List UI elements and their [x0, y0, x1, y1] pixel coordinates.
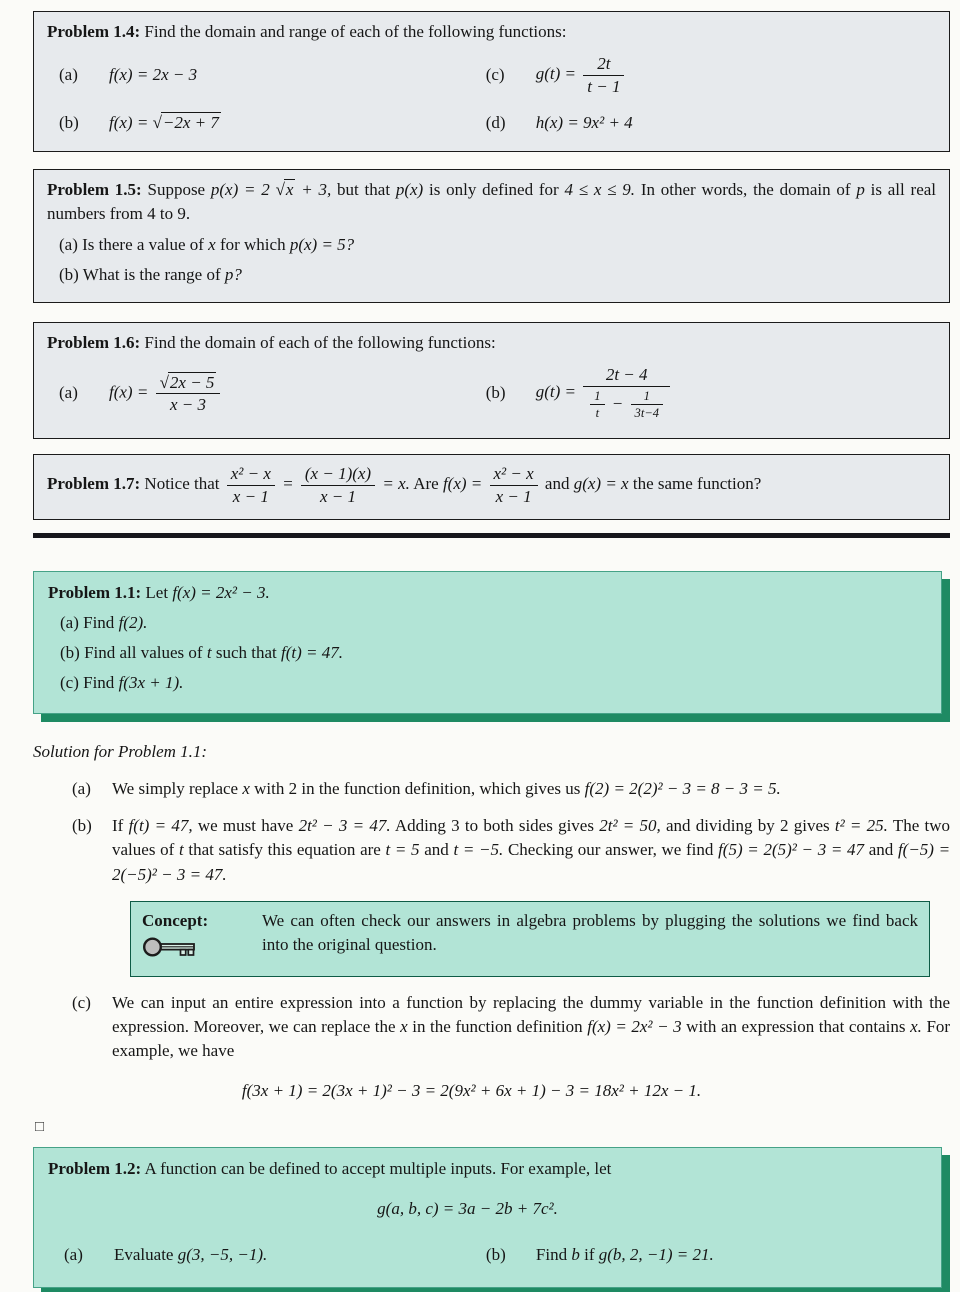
- item-text: Find all values of t such that f(t) = 47.: [84, 642, 343, 662]
- part-label: (c): [72, 992, 91, 1012]
- problem-1-2-item-a: [48, 1243, 470, 1267]
- problem-1-4-box: [33, 11, 950, 152]
- solution-equation: f(3x + 1) = 2(3x + 1)² − 3 = 2(9x² + 6x + 1) − 3 = 18x² + 12x − 1.: [241, 1081, 702, 1101]
- problem-1-2-header: [48, 1157, 927, 1181]
- item-math: h(x) = 9x² + 4: [535, 113, 633, 133]
- item-math: f(x) = 2x − 3: [109, 65, 198, 85]
- item-text: Find b if g(b, 2, −1) = 21.: [535, 1244, 714, 1264]
- item-text: Find f(3x + 1).: [83, 672, 184, 692]
- problem-1-2-items: [48, 1235, 927, 1275]
- part-text: We simply replace x with 2 in the function definition, which gives us f(2) = 2(2)² − 3 = 8 − 3 = 5.: [112, 779, 781, 799]
- item-text: What is the range of p?: [82, 264, 242, 284]
- problem-1-1-item-b: [48, 641, 927, 665]
- concept-label: Concept:: [142, 910, 209, 930]
- problem-1-4-header: [47, 20, 936, 44]
- item-label: (a): [59, 65, 78, 85]
- item-text: Find f(2).: [83, 612, 148, 632]
- key-icon: [142, 936, 248, 968]
- problem-1-5-label: Problem 1.5:: [47, 180, 142, 200]
- problem-1-1-text: Let f(x) = 2x² − 3.: [145, 582, 270, 602]
- part-label: (b): [72, 816, 92, 836]
- part-label: (a): [72, 779, 91, 799]
- part-text: We can input an entire expression into a function by replacing the dummy variable in the function definition with the expression. Moreover, we can replace the x in the function definition f(x) = 2x² − 3 with an expression that contains x. For example, we have: [112, 992, 951, 1061]
- problem-1-6-header: [47, 331, 936, 355]
- item-label: (a): [59, 234, 78, 254]
- concept-text: We can often check our answers in algebra problems by plugging the solutions we find back into the original question.: [262, 910, 918, 954]
- problem-1-4-item-d: [474, 111, 936, 135]
- section-divider-rule: [33, 533, 950, 538]
- solution-part-a: [33, 777, 950, 801]
- solution-heading: Solution for Problem 1.1:: [33, 742, 208, 762]
- item-math: g(t) = 2t − 4 $\frac{1}{t}$ − $\frac{1}{3t-4}$: [536, 364, 673, 422]
- problem-1-4-item-b: [47, 111, 474, 135]
- problem-1-6-item-b: [474, 364, 936, 422]
- problem-1-5-box: [33, 169, 950, 303]
- problem-1-1-item-c: [48, 671, 927, 695]
- problem-1-4-label: Problem 1.4:: [47, 22, 141, 41]
- problem-1-7-body: Notice that $\frac{\text{x² − x}}{x - 1}$ = $\frac{(x - 1)(x)}{x - 1}$ = x. Are f(x) = $\frac{\text{x² − x}}{x - 1}$ and g(x) = x the same function?: [144, 464, 762, 506]
- problem-1-6-items: [47, 357, 936, 429]
- item-label: (c): [485, 65, 505, 85]
- solution-part-b: [33, 814, 950, 886]
- problem-1-5-text: Suppose p(x) = 2 √x + 3, but that p(x) is only defined for 4 ≤ x ≤ 9. In other words, the domain of p is all real numbers from 4 to 9.: [47, 180, 937, 224]
- item-label: (b): [485, 1244, 506, 1264]
- problem-1-2-label: Problem 1.2:: [48, 1158, 142, 1178]
- problem-1-4-title: Find the domain and range of each of the following functions:: [144, 22, 567, 41]
- problem-1-4-item-c: [474, 53, 936, 97]
- problem-1-7-text: [47, 463, 936, 507]
- item-label: (a): [60, 612, 79, 632]
- problem-1-2-item-b: [470, 1243, 927, 1267]
- problem-1-2-equation: g(a, b, c) = 3a − 2b + 7c².: [377, 1198, 558, 1218]
- problem-1-1-item-a: [48, 611, 927, 635]
- item-math: f(x) = √−2x + 7: [109, 113, 219, 133]
- problem-1-1-header: [48, 581, 927, 605]
- problem-1-6-box: [33, 322, 950, 440]
- item-label: (b): [485, 383, 506, 403]
- problem-1-2-box: [33, 1147, 942, 1288]
- problem-1-6-item-a: [47, 364, 474, 422]
- item-label: (c): [60, 672, 79, 692]
- end-of-solution-marker: □: [35, 1119, 45, 1136]
- item-label: (b): [60, 642, 80, 662]
- concept-box: [130, 901, 930, 977]
- item-label: (a): [64, 1244, 83, 1264]
- problem-1-2-text: A function can be defined to accept multiple inputs. For example, let: [144, 1158, 612, 1178]
- problem-1-6-label: Problem 1.6:: [47, 332, 141, 352]
- problem-1-7-label: Problem 1.7:: [47, 474, 141, 494]
- problem-1-5-item-b: [47, 263, 936, 287]
- problem-1-4-item-a: [47, 53, 474, 97]
- problem-1-5-header: [47, 178, 936, 226]
- solution-part-c: [33, 991, 950, 1063]
- problem-1-4-items: [47, 46, 936, 142]
- problem-1-1-label: Problem 1.1:: [48, 582, 142, 602]
- item-text: Evaluate g(3, −5, −1).: [114, 1244, 268, 1264]
- problem-1-6-title: Find the domain of each of the following functions:: [144, 332, 496, 352]
- concept-label-cell: [142, 909, 248, 968]
- part-text: If f(t) = 47, we must have 2t² − 3 = 47. Adding 3 to both sides gives 2t² = 50, and dividing by 2 gives t² = 25. The two values of t that satisfy this equation are t = 5 and t = −5. Checking our answer, we find f(5) = 2(5)² − 3 = 47 and f(−5) = 2(−5)² − 3 = 47.: [112, 816, 951, 884]
- problem-1-5-item-a: [47, 233, 936, 257]
- item-label: (b): [59, 264, 79, 284]
- item-text: Is there a value of x for which p(x) = 5?: [82, 234, 355, 254]
- problem-1-1-box: [33, 571, 942, 715]
- item-label: (d): [485, 113, 506, 133]
- item-math: g(t) = $\frac{2t}{t - 1}$: [536, 53, 628, 97]
- problem-1-7-box: [33, 454, 950, 519]
- item-math: f(x) = $\frac{√2x - 5}{x - 3}$: [109, 371, 223, 416]
- item-label: (a): [59, 383, 78, 403]
- item-label: (b): [59, 113, 79, 133]
